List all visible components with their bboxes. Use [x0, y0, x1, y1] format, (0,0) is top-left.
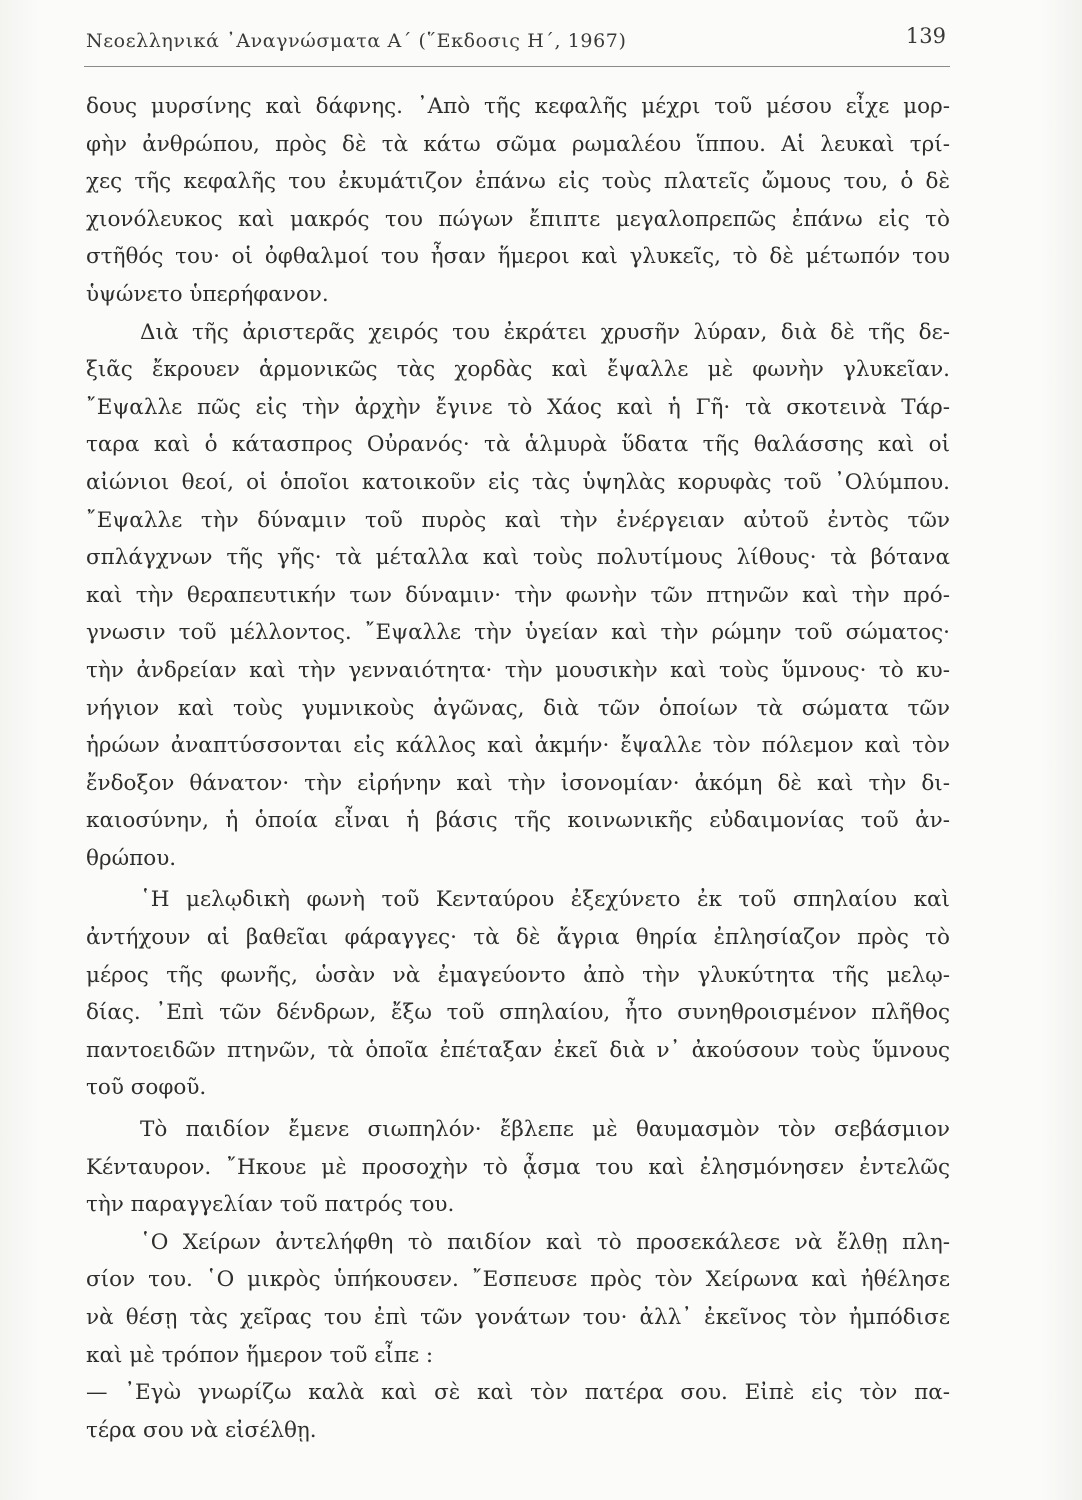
running-head [86, 24, 946, 62]
text-line: δους μυρσίνης καὶ δάφνης. ᾿Απὸ τῆς κεφαλῆς μέχρι τοῦ μέσου εἶχε μορ- [86, 94, 950, 119]
text-line: φὴν ἀνθρώπου, πρὸς δὲ τὰ κάτω σῶμα ρωμαλέου ἵππου. Αἱ λευκαὶ τρί- [86, 131, 950, 157]
text-line: τοῦ σοφοῦ. [86, 1075, 207, 1101]
text-line: θρώπου. [86, 845, 177, 871]
header-rule [84, 66, 950, 67]
text-line: καὶ μὲ τρόπον ἥμερον τοῦ εἶπε : [86, 1342, 434, 1368]
body-text [86, 88, 950, 1449]
running-head-title: Νεοελληνικά ᾿Αναγνώσματα Α΄ (῞Εκδοσις Η΄, 1967) [86, 30, 627, 52]
text-line: νὰ θέσῃ τὰς χεῖρας του ἐπὶ τῶν γονάτων του· ἀλλ᾿ ἐκεῖνος τὸν ἠμπόδισε [86, 1305, 950, 1330]
text-line: καιοσύνην, ἡ ὁποία εἶναι ἡ βάσις τῆς κοινωνικῆς εὐδαιμονίας τοῦ ἀν- [86, 808, 950, 834]
paragraph-start-line: Τὸ παιδίον ἔμενε σιωπηλόν· ἔβλεπε μὲ θαυμασμὸν τὸν σεβάσμιον [140, 1117, 950, 1143]
text-line: δίας. ᾿Επὶ τῶν δένδρων, ἔξω τοῦ σπηλαίου, ἦτο συνηθροισμένον πλῆθος [86, 1000, 950, 1026]
text-line: μέρος τῆς φωνῆς, ὡσὰν νὰ ἐμαγεύοντο ἀπὸ τὴν γλυκύτητα τῆς μελῳ- [86, 962, 950, 988]
dialogue-line: — ᾿Εγὼ γνωρίζω καλὰ καὶ σὲ καὶ τὸν πατέρα σου. Εἰπὲ εἰς τὸν πα- [86, 1380, 950, 1406]
text-line: ῎Εψαλλε τὴν δύναμιν τοῦ πυρὸς καὶ τὴν ἐνέργειαν αὐτοῦ ἐντὸς τῶν [86, 507, 950, 533]
paragraph-start-line: ῾Ο Χείρων ἀντελήφθη τὸ παιδίον καὶ τὸ προσεκάλεσε νὰ ἔλθῃ πλη- [140, 1229, 950, 1255]
paragraph-start-line: Διὰ τῆς ἀριστερᾶς χειρός του ἐκράτει χρυσῆν λύραν, διὰ δὲ τῆς δε- [140, 319, 950, 345]
page-number: 139 [905, 24, 946, 48]
text-line: ἡρώων ἀναπτύσσονται εἰς κάλλος καὶ ἀκμήν· ἔψαλλε τὸν πόλεμον καὶ τὸν [86, 733, 950, 759]
text-line: νήγιον καὶ τοὺς γυμνικοὺς ἀγῶνας, διὰ τῶν ὁποίων τὰ σώματα τῶν [86, 695, 950, 721]
text-line: ξιᾶς ἔκρουεν ἁρμονικῶς τὰς χορδὰς καὶ ἔψαλλε μὲ φωνὴν γλυκεῖαν. [86, 357, 950, 383]
text-line: χιονόλευκος καὶ μακρός του πώγων ἔπιπτε μεγαλοπρεπῶς ἐπάνω εἰς τὸ [86, 206, 950, 232]
text-line: καὶ τὴν θεραπευτικήν των δύναμιν· τὴν φωνὴν τῶν πτηνῶν καὶ τὴν πρό- [86, 582, 950, 608]
text-line: χες τῆς κεφαλῆς του ἐκυμάτιζον ἐπάνω εἰς τοὺς πλατεῖς ὤμους του, ὁ δὲ [86, 169, 950, 195]
text-line: στῆθός του· οἱ ὀφθαλμοί του ἦσαν ἥμεροι καὶ γλυκεῖς, τὸ δὲ μέτωπόν του [86, 244, 950, 270]
text-line: ἔνδοξον θάνατον· τὴν εἰρήνην καὶ τὴν ἰσονομίαν· ἀκόμη δὲ καὶ τὴν δι- [86, 770, 950, 796]
text-line: γνωσιν τοῦ μέλλοντος. ῎Εψαλλε τὴν ὑγείαν καὶ τὴν ρώμην τοῦ σώματος· [86, 620, 950, 646]
paragraph-start-line: ῾Η μελῳδικὴ φωνὴ τοῦ Κενταύρου ἐξεχύνετο ἐκ τοῦ σπηλαίου καὶ [140, 887, 950, 913]
text-line: παντοειδῶν πτηνῶν, τὰ ὁποῖα ἐπέταξαν ἐκεῖ διὰ ν᾿ ἀκούσουν τοὺς ὕμνους [86, 1037, 950, 1063]
text-line: τὴν παραγγελίαν τοῦ πατρός του. [86, 1192, 455, 1218]
text-line: σίον του. ῾Ο μικρὸς ὑπήκουσεν. ῎Εσπευσε πρὸς τὸν Χείρωνα καὶ ἠθέλησε [86, 1267, 950, 1293]
text-line: ὑψώνετο ὑπερήφανον. [86, 281, 329, 307]
text-line: τὴν ἀνδρείαν καὶ τὴν γενναιότητα· τὴν μουσικὴν καὶ τοὺς ὕμνους· τὸ κυ- [86, 657, 950, 683]
text-line: τέρα σου νὰ εἰσέλθῃ. [86, 1417, 317, 1443]
text-line: αἰώνιοι θεοί, οἱ ὁποῖοι κατοικοῦν εἰς τὰς ὑψηλὰς κορυφὰς τοῦ ᾿Ολύμπου. [86, 469, 950, 495]
text-line: σπλάγχνων τῆς γῆς· τὰ μέταλλα καὶ τοὺς πολυτίμους λίθους· τὰ βότανα [86, 545, 950, 571]
text-line: ἀντήχουν αἱ βαθεῖαι φάραγγες· τὰ δὲ ἄγρια θηρία ἐπλησίαζον πρὸς τὸ [86, 925, 950, 951]
text-line: Κένταυρον. ῎Ηκουε μὲ προσοχὴν τὸ ᾆσμα του καὶ ἐλησμόνησεν ἐντελῶς [86, 1154, 950, 1180]
text-line: ῎Εψαλλε πῶς εἰς τὴν ἀρχὴν ἔγινε τὸ Χάος καὶ ἡ Γῆ· τὰ σκοτεινὰ Τάρ- [86, 394, 950, 420]
text-line: ταρα καὶ ὁ κάτασπρος Οὐρανός· τὰ ἁλμυρὰ ὕδατα τῆς θαλάσσης καὶ οἱ [86, 432, 950, 458]
